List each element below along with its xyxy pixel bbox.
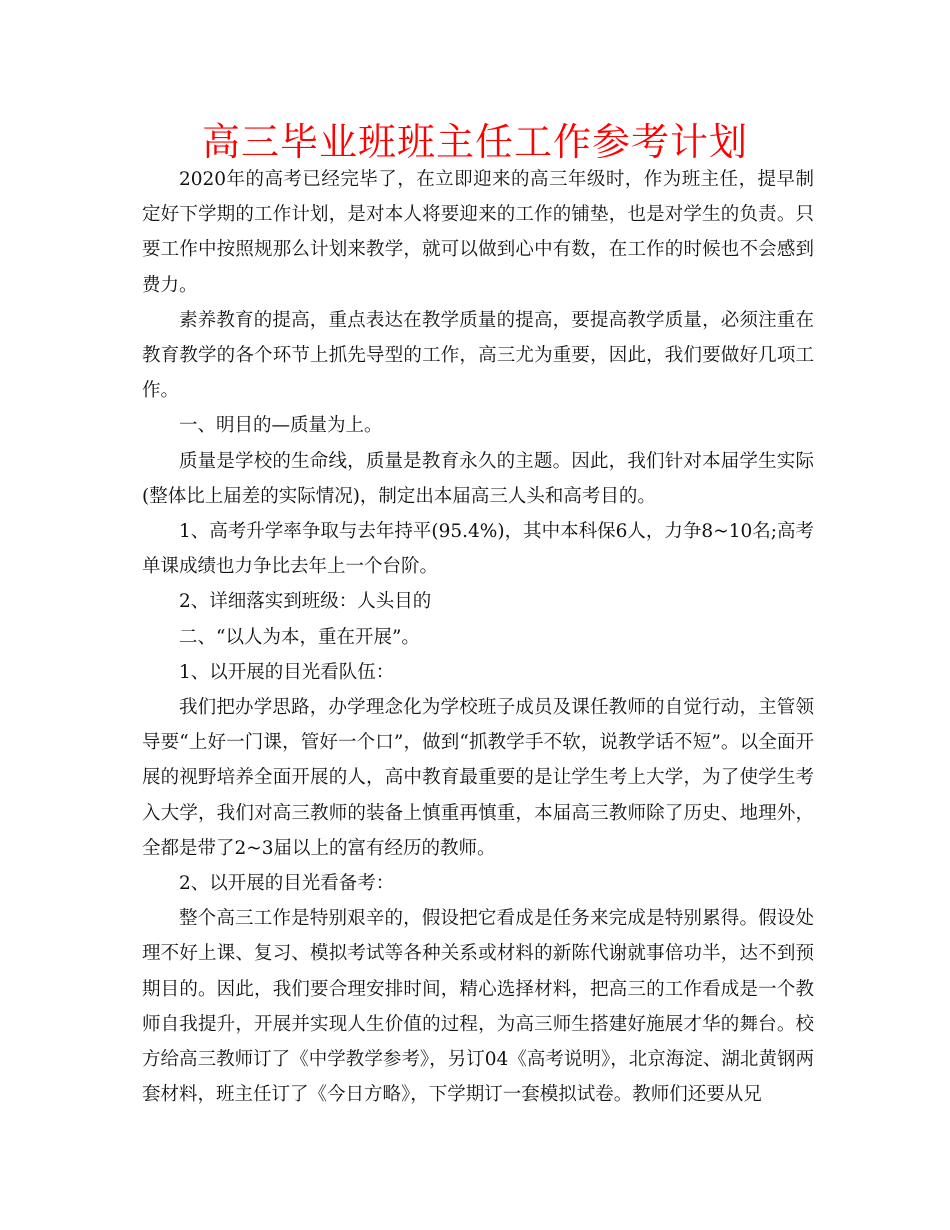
list-item: 2、详细落实到班级：人头目的 — [179, 591, 432, 613]
subsection-heading: 2、以开展的目光看备考： — [179, 873, 395, 895]
section-heading: 一、明目的—质量为上。 — [179, 415, 383, 437]
list-item: 1、高考升学率争取与去年持平(95.4%)，其中本科保6人，力争8~10名;高考单课成绩也力争比去年上一个台阶。 — [142, 521, 814, 578]
paragraph: 2020年的高考已经完毕了，在立即迎来的高三年级时，作为班主任，提早制定好下学期的工作计划，是对本人将要迎来的工作的铺垫，也是对学生的负责。只要工作中按照规那么计划来教学，就可以做到心中有数，在工作的时候也不会感到费力。 — [142, 169, 814, 296]
paragraph: 素养教育的提高，重点表达在教学质量的提高，要提高教学质量，必须注重在教育教学的各个环节上抓先导型的工作，高三尤为重要，因此，我们要做好几项工作。 — [142, 309, 814, 402]
subsection-heading: 1、以开展的目光看队伍： — [179, 661, 395, 683]
document-body — [142, 162, 814, 1112]
paragraph: 整个高三工作是特别艰辛的，假设把它看成是任务来完成是特别累得。假设处理不好上课、复习、模拟考试等各种关系或材料的新陈代谢就事倍功半，达不到预期目的。因此，我们要合理安排时间，精心选择材料，把高三的工作看成是一个教师自我提升，开展并实现人生价值的过程，为高三师生搭建好施展才华的舞台。校方给高三教师订了《中学教学参考》，另订04《高考说明》，北京海淀、湖北黄钢两套材料，班主任订了《今日方略》，下学期订一套模拟试卷。教师们还要从兄 — [142, 908, 814, 1106]
paragraph: 我们把办学思路，办学理念化为学校班子成员及课任教师的自觉行动，主管领导要“上好一门课，管好一个口”，做到“抓教学手不软，说教学话不短”。以全面开展的视野培养全面开展的人，高中教育最重要的是让学生考上大学，为了使学生考入大学，我们对高三教师的装备上慎重再慎重，本届高三教师除了历史、地理外，全都是带了2~3届以上的富有经历的教师。 — [142, 697, 814, 859]
section-heading: 二、“以人为本，重在开展”。 — [179, 626, 420, 648]
paragraph: 质量是学校的生命线，质量是教育永久的主题。因此，我们针对本届学生实际(整体比上届差的实际情况)，制定出本届高三人头和高考目的。 — [142, 450, 814, 507]
document-title: 高三毕业班班主任工作参考计划 — [201, 120, 748, 164]
